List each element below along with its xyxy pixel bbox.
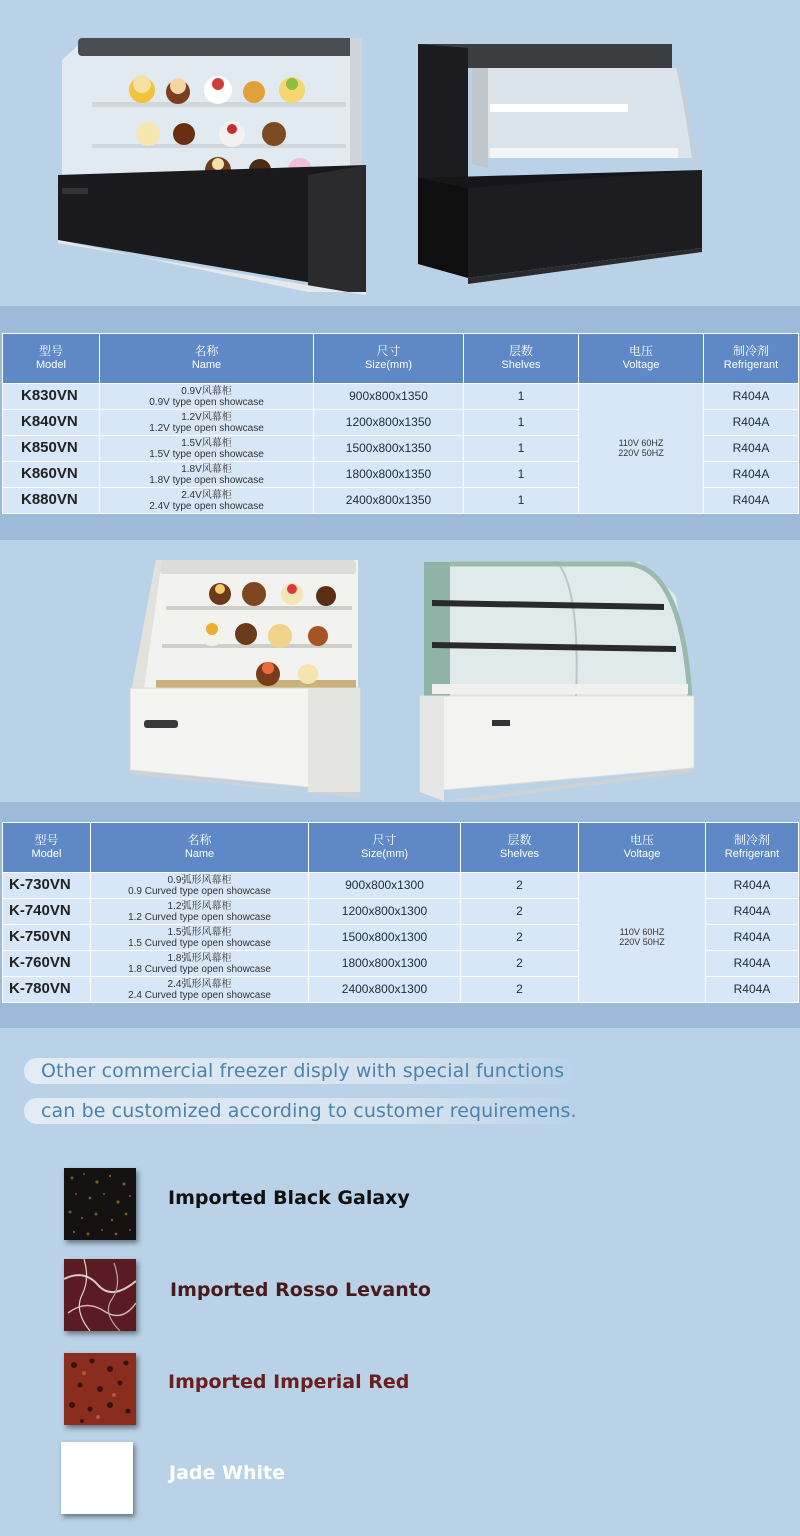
name-cell: 1.2弧形风幕柜 1.2 Curved type open showcase — [91, 899, 309, 925]
name-cell: 1.8弧形风幕柜 1.8 Curved type open showcase — [91, 951, 309, 977]
refrigerant-cell: R404A — [704, 488, 799, 514]
spec-table-1 — [2, 333, 799, 514]
shelves-cell: 2 — [461, 899, 579, 925]
header-name: 名称 Name — [91, 823, 309, 873]
header-voltage: 电压 Voltage — [579, 334, 704, 384]
model-cell: K-780VN — [3, 977, 91, 1003]
header-name: 名称 Name — [100, 334, 314, 384]
model-cell: K860VN — [3, 462, 100, 488]
name-cell: 2.4V风幕柜 2.4V type open showcase — [100, 488, 314, 514]
size-cell: 1500x800x1300 — [309, 925, 461, 951]
header-size: 尺寸 Size(mm) — [309, 823, 461, 873]
refrigerant-cell: R404A — [704, 462, 799, 488]
refrigerant-cell: R404A — [706, 977, 799, 1003]
refrigerant-cell: R404A — [704, 384, 799, 410]
size-cell: 900x800x1300 — [309, 873, 461, 899]
black-galaxy-label: Imported Black Galaxy — [168, 1187, 410, 1209]
size-cell: 1500x800x1350 — [314, 436, 464, 462]
jade-white-swatch — [61, 1442, 133, 1514]
banner-line-2: can be customized according to customer requiremens. — [24, 1098, 579, 1124]
model-cell: K850VN — [3, 436, 100, 462]
name-cell: 1.8V风幕柜 1.8V type open showcase — [100, 462, 314, 488]
refrigerant-cell: R404A — [704, 410, 799, 436]
voltage-cell: 110V 60HZ 220V 50HZ — [579, 384, 704, 514]
model-cell: K-740VN — [3, 899, 91, 925]
table-header-row — [3, 334, 799, 384]
showcase-photo-white-curved — [410, 556, 700, 801]
showcase-photo-black-cake — [48, 30, 378, 295]
name-cell: 1.5V风幕柜 1.5V type open showcase — [100, 436, 314, 462]
shelves-cell: 2 — [461, 873, 579, 899]
size-cell: 2400x800x1350 — [314, 488, 464, 514]
size-cell: 1800x800x1350 — [314, 462, 464, 488]
name-cell: 2.4弧形风幕柜 2.4 Curved type open showcase — [91, 977, 309, 1003]
refrigerant-cell: R404A — [706, 873, 799, 899]
showcase-photo-white-cake — [122, 556, 367, 804]
shelves-cell: 1 — [464, 384, 579, 410]
model-cell: K-750VN — [3, 925, 91, 951]
jade-white-label: Jade White — [169, 1462, 285, 1484]
name-cell: 1.2V风幕柜 1.2V type open showcase — [100, 410, 314, 436]
size-cell: 1800x800x1300 — [309, 951, 461, 977]
header-voltage: 电压 Voltage — [579, 823, 706, 873]
shelves-cell: 2 — [461, 925, 579, 951]
model-cell: K-730VN — [3, 873, 91, 899]
header-model: 型号 Model — [3, 823, 91, 873]
size-cell: 900x800x1350 — [314, 384, 464, 410]
name-cell: 1.5弧形风幕柜 1.5 Curved type open showcase — [91, 925, 309, 951]
shelves-cell: 1 — [464, 410, 579, 436]
imperial-red-swatch — [64, 1353, 136, 1425]
table-row — [3, 873, 799, 899]
name-cell: 0.9弧形风幕柜 0.9 Curved type open showcase — [91, 873, 309, 899]
header-shelves: 层数 Shelves — [461, 823, 579, 873]
size-cell: 2400x800x1300 — [309, 977, 461, 1003]
voltage-cell: 110V 60HZ 220V 50HZ — [579, 873, 706, 1003]
table-row — [3, 384, 799, 410]
shelves-cell: 2 — [461, 951, 579, 977]
name-cell: 0.9V风幕柜 0.9V type open showcase — [100, 384, 314, 410]
refrigerant-cell: R404A — [704, 436, 799, 462]
shelves-cell: 1 — [464, 462, 579, 488]
size-cell: 1200x800x1350 — [314, 410, 464, 436]
rosso-levanto-label: Imported Rosso Levanto — [170, 1279, 431, 1301]
header-refrigerant: 制冷剂 Refrigerant — [706, 823, 799, 873]
model-cell: K-760VN — [3, 951, 91, 977]
size-cell: 1200x800x1300 — [309, 899, 461, 925]
model-cell: K830VN — [3, 384, 100, 410]
header-refrigerant: 制冷剂 Refrigerant — [704, 334, 799, 384]
shelves-cell: 1 — [464, 488, 579, 514]
refrigerant-cell: R404A — [706, 925, 799, 951]
table-header-row — [3, 823, 799, 873]
banner-line-1: Other commercial freezer disply with special functions — [24, 1058, 579, 1084]
header-model: 型号 Model — [3, 334, 100, 384]
header-shelves: 层数 Shelves — [464, 334, 579, 384]
imperial-red-label: Imported Imperial Red — [168, 1371, 410, 1393]
shelves-cell: 1 — [464, 436, 579, 462]
black-galaxy-swatch — [64, 1168, 136, 1240]
refrigerant-cell: R404A — [706, 899, 799, 925]
showcase-photo-black-empty — [408, 38, 708, 288]
rosso-levanto-swatch — [64, 1259, 136, 1331]
model-cell: K840VN — [3, 410, 100, 436]
header-size: 尺寸 Size(mm) — [314, 334, 464, 384]
spec-table-2 — [2, 822, 799, 1003]
refrigerant-cell: R404A — [706, 951, 799, 977]
model-cell: K880VN — [3, 488, 100, 514]
shelves-cell: 2 — [461, 977, 579, 1003]
